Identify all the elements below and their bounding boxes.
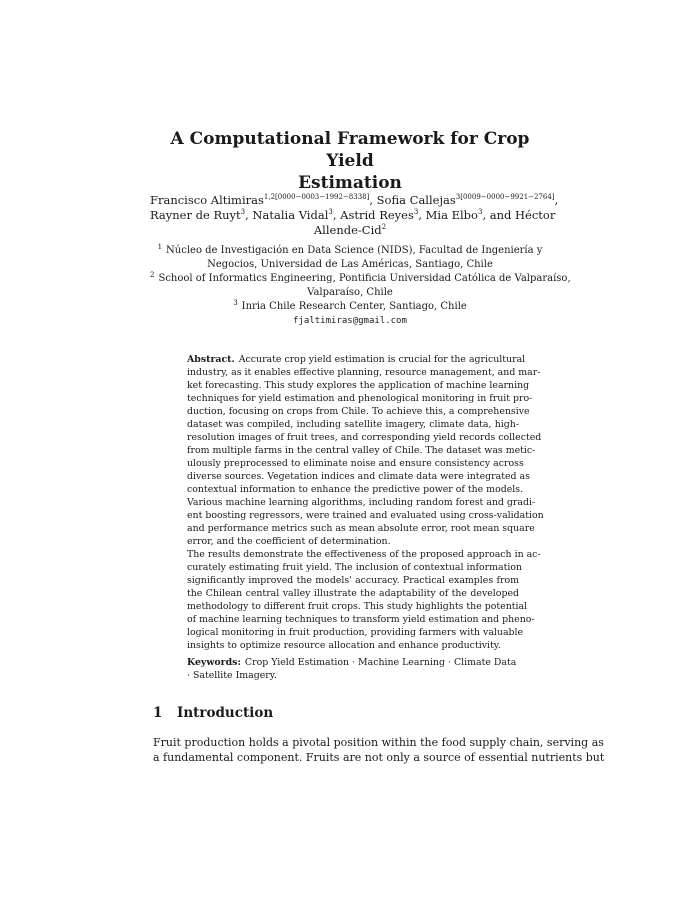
author-name: Rayner de Ruyt <box>150 208 241 222</box>
affiliation-2-line-1 <box>150 271 571 286</box>
contact-email: fjaltimiras@gmail.com <box>293 316 407 326</box>
abstract-line: resolution images of fruit trees, and corresponding yield records collected <box>187 432 542 443</box>
title-line-2: Estimation <box>298 173 402 193</box>
author-affiliation: 2 <box>381 223 387 231</box>
author-affiliation: 3 <box>477 208 483 216</box>
abstract <box>187 353 544 652</box>
abstract-line: and performance metrics such as mean absolute error, root mean square <box>187 523 535 534</box>
section-heading-introduction <box>153 705 273 721</box>
author-name: Sofia Callejas <box>376 193 456 207</box>
author-name: , Astrid Reyes <box>332 208 414 222</box>
author-affiliation-orcid: 1,2[0000−0003−1992−8338] <box>263 193 370 201</box>
abstract-line: dataset was compiled, including satellite imagery, climate data, high- <box>187 419 519 430</box>
abstract-line: significantly improved the models' accuracy. Practical examples from <box>187 575 519 586</box>
abstract-line: insights to optimize resource allocation and enhance productivity. <box>187 640 501 651</box>
abstract-line: Various machine learning algorithms, including random forest and gradi- <box>187 497 536 508</box>
abstract-line: ket forecasting. This study explores the application of machine learning <box>187 380 530 391</box>
affiliation-2-line-2: Valparaíso, Chile <box>307 287 393 298</box>
body-line: Fruit production holds a pivotal position within the food supply chain, serving as <box>153 736 604 749</box>
author-separator: , <box>554 193 559 207</box>
paper-title <box>150 128 550 194</box>
abstract-line: Abstract. Accurate crop yield estimation is crucial for the agricultural <box>187 354 526 365</box>
author-list <box>150 193 559 238</box>
author-name: Allende-Cid <box>313 223 382 237</box>
abstract-line: curately estimating fruit yield. The inclusion of contextual information <box>187 562 523 573</box>
affiliation-marker: 2 <box>150 271 155 279</box>
section-number: 1 <box>153 705 163 721</box>
abstract-line: contextual information to enhance the predictive power of the models. <box>187 484 524 495</box>
author-affiliation: 3 <box>413 208 419 216</box>
body-line: a fundamental component. Fruits are not only a source of essential nutrients but <box>153 751 605 764</box>
introduction-paragraph <box>153 735 605 765</box>
abstract-line: ulously preprocessed to eliminate noise and ensure consistency across <box>187 458 524 469</box>
abstract-line: The results demonstrate the effectiveness of the proposed approach in ac- <box>187 549 541 560</box>
affiliation-text: Inria Chile Research Center, Santiago, Chile <box>241 301 467 312</box>
author-affiliation-orcid: 3[0009−0000−9921−2764] <box>455 193 555 201</box>
abstract-line: diverse sources. Vegetation indices and climate data were integrated as <box>187 471 530 482</box>
affiliation-marker: 1 <box>157 243 163 251</box>
affiliation-list <box>150 243 571 328</box>
author-name: Francisco Altimiras <box>150 193 264 207</box>
author-affiliation: 3 <box>240 208 246 216</box>
abstract-line: techniques for yield estimation and phenological monitoring in fruit pro- <box>187 393 533 404</box>
author-name: , and Héctor <box>482 208 556 222</box>
section-title: Introduction <box>177 705 274 721</box>
affiliation-1-line-1 <box>150 244 550 258</box>
affiliation-text: School of Informatics Engineering, Pontificia Universidad Católica de Valparaíso, <box>158 273 571 284</box>
author-line-3 <box>150 223 550 238</box>
author-name: , Mia Elbo <box>418 208 478 222</box>
author-line-2 <box>150 208 556 223</box>
abstract-line: methodology to different fruit crops. This study highlights the potential <box>187 601 528 612</box>
abstract-line: industry, as it enables effective planning, resource management, and mar- <box>187 367 541 378</box>
affiliation-marker: 3 <box>233 299 238 307</box>
affiliation-text: Núcleo de Investigación en Data Science (NIDS), Facultad de Ingeniería y <box>166 245 543 256</box>
abstract-line: the Chilean central valley illustrate the adaptability of the developed <box>187 588 519 599</box>
affiliation-1-line-2: Negocios, Universidad de Las Américas, Santiago, Chile <box>207 259 493 270</box>
abstract-line: of machine learning techniques to transform yield estimation and pheno- <box>187 614 535 625</box>
title-line-1: A Computational Framework for Crop Yield <box>170 129 530 171</box>
abstract-line: from multiple farms in the central valley of Chile. The dataset was metic- <box>187 445 536 456</box>
abstract-line: duction, focusing on crops from Chile. To achieve this, a comprehensive <box>187 406 530 417</box>
author-name: , Natalia Vidal <box>245 208 329 222</box>
author-separator: , <box>369 193 377 207</box>
abstract-line: ent boosting regressors, were trained and evaluated using cross-validation <box>187 510 544 521</box>
author-line-1 <box>150 193 559 208</box>
abstract-line: logical monitoring in fruit production, providing farmers with valuable <box>187 627 524 638</box>
keywords-line-2: · Satellite Imagery. <box>187 670 277 681</box>
abstract-line: error, and the coefficient of determination. <box>187 536 391 547</box>
keywords-label: Keywords: <box>187 657 241 668</box>
affiliation-3-line-1 <box>150 300 550 314</box>
abstract-label: Abstract. <box>187 354 235 365</box>
author-affiliation: 3 <box>328 208 333 216</box>
keywords-line-1: Keywords: Crop Yield Estimation · Machine Learning · Climate Data <box>187 657 517 668</box>
keywords <box>187 656 519 682</box>
